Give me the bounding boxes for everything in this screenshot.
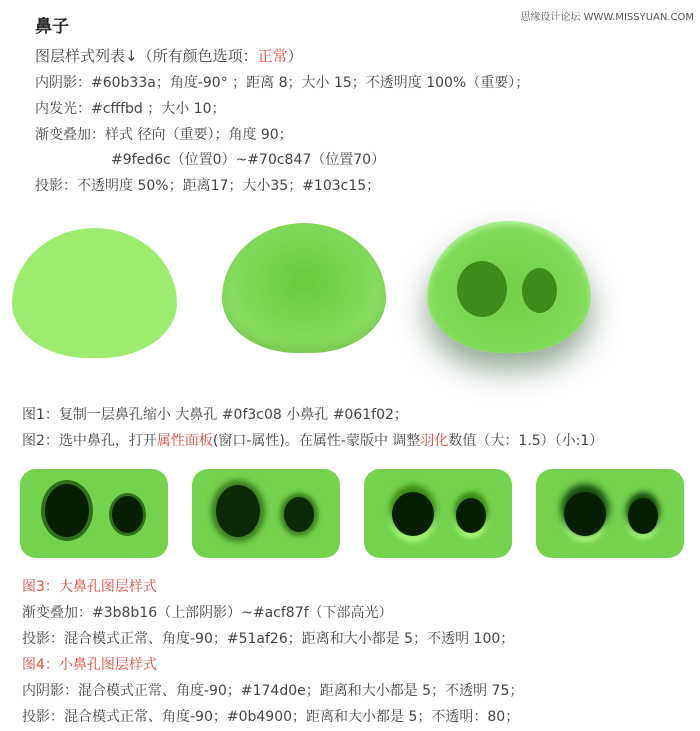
style-gradient-colors: #9fed6c（位置0）~#70c847（位置70）: [111, 152, 386, 168]
big-nostril: [392, 492, 434, 536]
style-inner-shadow: 内阴影：#60b33a；角度-90° ；距离 8；大小 15；不透明度 100%（重要）；: [35, 75, 530, 91]
fig4-inner-shadow: 内阴影：混合模式正常、角度-90；#174d0e；距离和大小都是 5；不透明 75；: [22, 683, 524, 699]
small-nostril: [628, 498, 658, 534]
snout-plain: [12, 228, 177, 358]
snout-with-nostrils: [427, 221, 591, 353]
style-drop-shadow: 投影：不透明度 50%；距离17；大小35；#103c15；: [35, 178, 381, 194]
style-inner-glow: 内发光：#cfffbd ；大小 10；: [35, 101, 226, 117]
small-nostril: [456, 498, 486, 533]
nostril-panel-3: [364, 469, 512, 558]
nostril-panel-4: [536, 469, 684, 558]
snout-gradient: [222, 223, 386, 353]
big-nostril: [457, 261, 507, 317]
big-nostril: [564, 492, 606, 536]
fig3-shadow: 投影：混合模式正常、角度-90；#51af26；距离和大小都是 5；不透明 100；: [22, 631, 515, 647]
layers-header: 图层样式列表↓（所有颜色选项：正常）: [35, 47, 303, 65]
big-nostril: [216, 485, 260, 537]
watermark: 思缘设计论坛 WWW.MISSYUAN.COM: [520, 12, 694, 23]
big-nostril: [45, 484, 89, 537]
fig4-heading: 图4：小鼻孔图层样式: [22, 657, 157, 673]
fig3-gradient: 渐变叠加：#3b8b16（上部阴影）~#acf87f（下部高光）: [22, 605, 393, 621]
small-nostril: [112, 496, 143, 533]
small-nostril: [522, 268, 557, 313]
page-title: 鼻子: [35, 17, 69, 37]
fig2-caption: 图2：选中鼻孔，打开属性面板(窗口-属性)。在属性-蒙版中 调整羽化数值（大：1.5）（小:1）: [22, 433, 604, 449]
nostril-panel-1: [20, 469, 168, 558]
fig1-caption: 图1：复制一层鼻孔缩小 大鼻孔 #0f3c08 小鼻孔 #061f02；: [22, 407, 408, 423]
fig3-heading: 图3：大鼻孔图层样式: [22, 579, 157, 595]
small-nostril: [284, 497, 314, 532]
style-gradient: 渐变叠加：样式 径向（重要）；角度 90；: [35, 127, 293, 143]
fig4-shadow: 投影：混合模式正常、角度-90；#0b4900；距离和大小都是 5；不透明：80；: [22, 709, 520, 725]
nostril-panel-2: [192, 469, 340, 558]
